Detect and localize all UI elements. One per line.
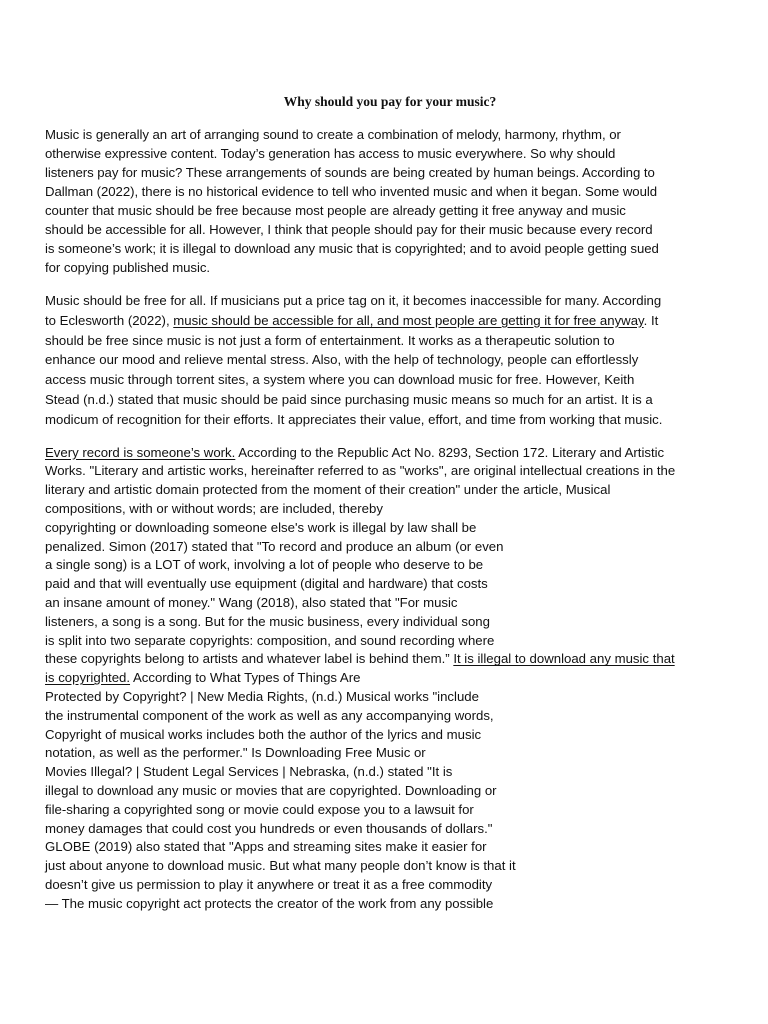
text-line: Works. "Literary and artistic works, hereinafter referred to as "works", are original intellectual creations in the — [45, 463, 676, 479]
text-line: just about anyone to download music. But what many people don’t know is that it — [45, 858, 516, 874]
text-line: illegal to download any music or movies that are copyrighted. Downloading or — [45, 782, 497, 798]
text-line: a single song) is a LOT of work, involving a lot of people who deserve to be — [45, 557, 484, 573]
text-segment: According to What Types of Things Are — [130, 670, 361, 686]
text-line: modicum of recognition for their efforts. It appreciates their value, effort, and time from working that music. — [45, 411, 663, 427]
text-line: counter that music should be free because most people are already getting it free anyway and music — [45, 203, 626, 218]
text-line: is split into two separate copyrights: composition, and sound recording where — [45, 632, 495, 648]
text-line: should be accessible for all. However, I think that people should pay for their music because every record — [45, 222, 653, 237]
underlined-claim: Every record is someone’s work. — [45, 444, 236, 460]
text-line: Music should be free for all. If musicians put a price tag on it, it becomes inaccessible for many. According — [45, 293, 662, 308]
text-line: — The music copyright act protects the creator of the work from any possible — [45, 895, 494, 911]
text-segment: to Eclesworth (2022), — [45, 312, 174, 328]
text-line: compositions, with or without words; are included, thereby — [45, 500, 383, 516]
text-line: access music through torrent sites, a system where you can download music for free. However, Keith — [45, 372, 635, 388]
text-line: is someone’s work; it is illegal to download any music that is copyrighted; and to avoid people getting sued — [45, 241, 659, 256]
paragraph-introduction — [45, 125, 735, 277]
text-line: money damages that could cost you hundreds or even thousands of dollars." — [45, 820, 493, 836]
text-line: enhance our mood and relieve mental stress. Also, with the help of technology, people can effortlessly — [45, 352, 639, 368]
text-line: GLOBE (2019) also stated that "Apps and streaming sites make it easier for — [45, 839, 487, 855]
text-line — [45, 669, 735, 688]
underlined-claim: It is illegal to download any music that — [453, 651, 675, 667]
text-line — [45, 650, 735, 669]
underlined-claim: is copyrighted. — [45, 670, 131, 686]
text-line: literary and artistic domain protected from the moment of their creation" under the article, Musical — [45, 482, 611, 498]
text-line: Stead (n.d.) stated that music should be paid since purchasing music means so much for an artist. It is a — [45, 391, 653, 407]
text-line: Dallman (2022), there is no historical evidence to tell who invented music and when it began. Some would — [45, 184, 658, 199]
text-line: listeners pay for music? These arrangements of sounds are being created by human beings. According to — [45, 165, 655, 180]
document-title: Why should you pay for your music? — [283, 94, 497, 109]
text-line: penalized. Simon (2017) stated that "To record and produce an album (or even — [45, 538, 504, 554]
text-line — [45, 444, 735, 463]
text-line: notation, as well as the performer." Is Downloading Free Music or — [45, 745, 426, 761]
text-line: an insane amount of money." Wang (2018), also stated that "For music — [45, 594, 458, 610]
text-line: Copyright of musical works includes both the author of the lyrics and music — [45, 726, 482, 742]
underlined-claim: music should be accessible for all, and most people are getting it for free anyway — [173, 312, 644, 328]
text-segment: According to the Republic Act No. 8293, Section 172. Literary and Artistic — [235, 444, 665, 460]
text-line: Music is generally an art of arranging sound to create a combination of melody, harmony, rhythm, or — [45, 127, 621, 142]
text-line: should be free since music is not just a form of entertainment. It works as a therapeutic solution to — [45, 332, 615, 348]
text-line: Protected by Copyright? | New Media Rights, (n.d.) Musical works "include — [45, 688, 479, 704]
text-segment: . It — [643, 312, 659, 328]
text-line — [45, 311, 735, 331]
text-line: Movies Illegal? | Student Legal Services | Nebraska, (n.d.) stated "It is — [45, 764, 453, 780]
text-line: copyrighting or downloading someone else's work is illegal by law shall be — [45, 519, 477, 535]
text-line: the instrumental component of the work as well as any accompanying words, — [45, 707, 494, 723]
text-line: listeners, a song is a song. But for the music business, every individual song — [45, 613, 490, 629]
document-page — [45, 92, 735, 928]
paragraph-counterargument — [45, 291, 735, 430]
text-line: paid and that will eventually use equipment (digital and hardware) that costs — [45, 576, 488, 592]
text-line: for copying published music. — [45, 260, 210, 275]
text-line: otherwise expressive content. Today’s generation has access to music everywhere. So why should — [45, 146, 616, 161]
paragraph-copyright-argument — [45, 444, 735, 914]
text-segment: these copyrights belong to artists and whatever label is behind them.” — [45, 651, 454, 667]
text-line: file-sharing a copyrighted song or movie could expose you to a lawsuit for — [45, 801, 474, 817]
text-line: doesn’t give us permission to play it anywhere or treat it as a free commodity — [45, 876, 493, 892]
